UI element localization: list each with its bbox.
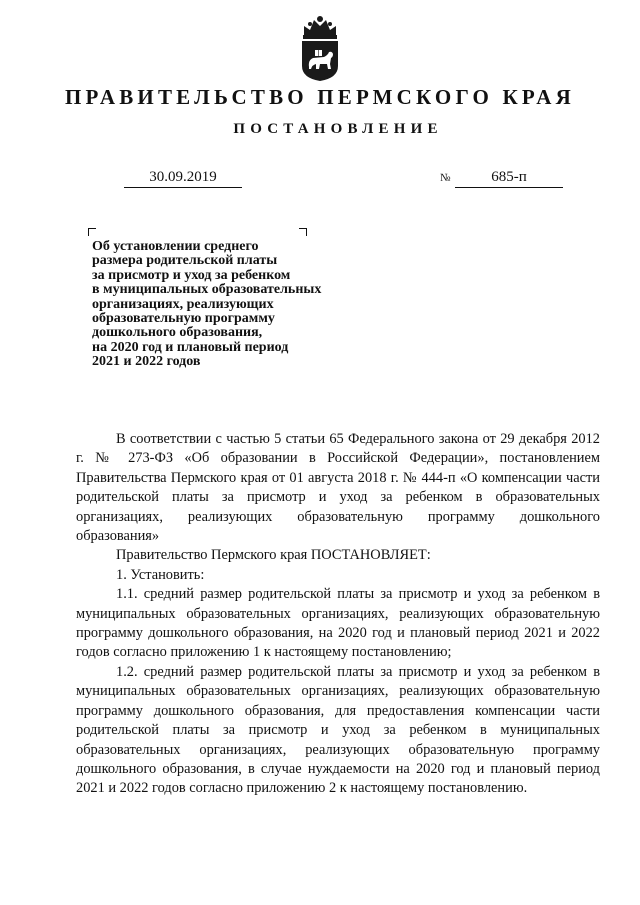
subject-line: в муниципальных образовательных xyxy=(92,282,322,298)
subject-line: дошкольного образования, xyxy=(92,325,263,341)
subject-line: организациях, реализующих xyxy=(92,296,274,312)
document-type: ПОСТАНОВЛЕНИЕ xyxy=(233,121,443,137)
subject-line: образовательную программу xyxy=(92,311,275,327)
number-sign: № xyxy=(440,172,451,184)
subject-corner-left xyxy=(88,228,96,236)
clause-1-paragraph: 1. Установить: xyxy=(116,566,205,583)
subject-line: на 2020 год и плановый период xyxy=(92,339,289,355)
preamble-paragraph: В соответствии с частью 5 статьи 65 Федерального закона от 29 декабря 2012 г. № 273-ФЗ «Об образовании в Российской Федерации», постановлением Правительства Пермского края от 01 августа 2018 г. № 444-п «О компенсации части родительской платы за присмотр и уход за ребенком в образовательных организациях, реализующих образовательную программу дошкольного образования» xyxy=(76,431,600,545)
subject-line: Об установлении среднего xyxy=(92,239,259,254)
subject-line: размера родительской платы xyxy=(92,253,278,269)
subject-corner-right xyxy=(299,228,307,236)
resolution-paragraph: Правительство Пермского края ПОСТАНОВЛЯЕТ: xyxy=(116,547,431,564)
subject-line: 2021 и 2022 годов xyxy=(92,354,201,370)
government-title: ПРАВИТЕЛЬСТВО ПЕРМСКОГО КРАЯ xyxy=(64,85,575,109)
clause-1-1-paragraph: 1.1. средний размер родительской платы за присмотр и уход за ребенком в муниципальных образовательных организациях, реализующих образовательную программу дошкольного образования, на 2020 год и плановый период 2021 и 2022 годов согласно приложению 1 к настоящему постановлению; xyxy=(76,586,600,661)
clause-1-2-paragraph: 1.2. средний размер родительской платы за присмотр и уход за ребенком в муниципальных образовательных организациях, реализующих образовательную программу дошкольного образования, для предоставления компенсации части родительской платы за присмотр и уход за ребенком в муниципальных образовательных организациях, реализующих образовательную программу дошкольного образования, в случае нуждаемости на 2020 год и плановый период 2021 и 2022 годов согласно приложению 2 к настоящему постановлению. xyxy=(76,663,600,797)
subject-line: за присмотр и уход за ребенком xyxy=(92,267,291,283)
document-number: 685-п xyxy=(455,168,563,188)
document-subject xyxy=(92,240,352,370)
document-body xyxy=(76,430,600,799)
document-date: 30.09.2019 xyxy=(124,168,242,188)
perm-krai-coat-of-arms-icon xyxy=(298,12,342,82)
